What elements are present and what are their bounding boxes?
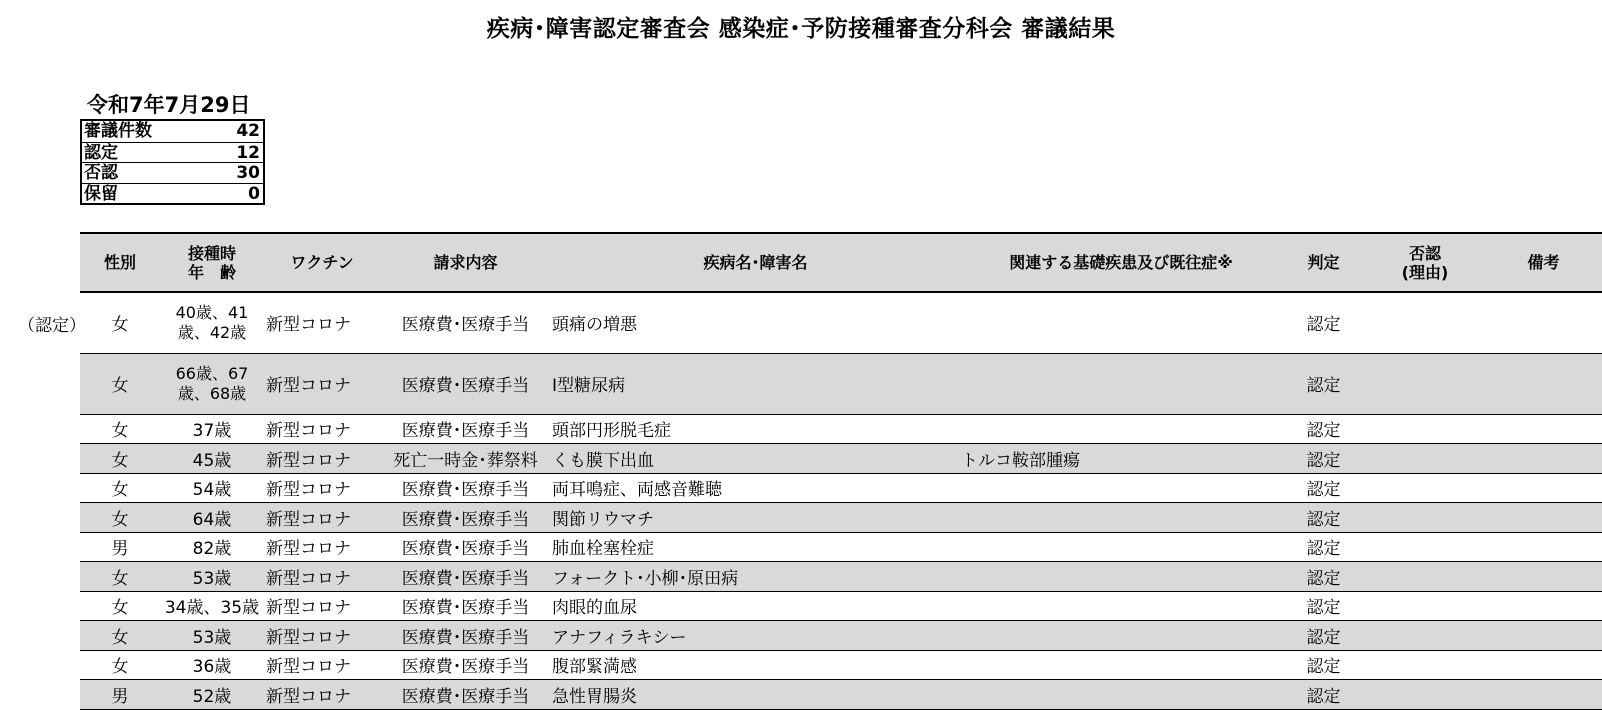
cell-vaccine: 新型コロナ [266,315,351,336]
cell-age: 82歳 [192,539,232,560]
summary-row-total [82,121,263,142]
summary-value: 30 [236,163,260,183]
cell-age: 64歳 [160,503,264,533]
cell-verdict: 認定 [1282,503,1365,533]
cell-verdict: 認定 [1306,315,1341,336]
header-sex: 性別 [80,233,160,292]
cell-claim: 医療費･医療手当 [380,680,551,710]
summary-label: 保留 [84,183,118,204]
cell-verdict: 認定 [1306,657,1341,678]
cell-claim: 医療費･医療手当 [401,421,530,442]
cell-claim: 医療費･医療手当 [401,315,530,336]
cell-remarks [1485,503,1602,533]
cell-sex: 女 [80,444,160,474]
cell-age: 45歳 [160,444,264,474]
cell-verdict: 認定 [1306,480,1341,501]
table-row [80,680,1602,710]
cell-disease: 肉眼的血尿 [552,598,637,619]
header-remarks: 備考 [1485,233,1602,292]
summary-value: 0 [248,183,260,204]
table-row [80,473,1602,503]
page-title: 疾病･障害認定審査会 感染症･予防接種審査分科会 審議結果 [486,16,1116,42]
cell-verdict: 認定 [1306,598,1341,619]
summary-value: 42 [236,121,260,141]
table-row [80,532,1602,562]
cell-disease: 腹部緊満感 [552,657,637,678]
header-denial-line1: 否認 [1408,243,1441,263]
cell-denial-reason [1365,414,1485,444]
cell-related [960,591,1282,621]
cell-claim: 医療費･医療手当 [401,480,530,501]
header-age-line2: 年 齢 [187,262,236,282]
cell-disease: 頭痛の増悪 [552,315,637,336]
cell-claim: 医療費･医療手当 [380,562,551,592]
cell-remarks [1485,532,1602,562]
cell-age: 37歳 [192,421,232,442]
table-header-row [80,233,1602,292]
cell-denial-reason [1365,680,1485,710]
header-disease: 疾病名･障害名 [551,233,960,292]
cell-claim: 死亡一時金･葬祭料 [380,444,551,474]
results-body [80,292,1602,709]
cell-verdict: 認定 [1282,621,1365,651]
cell-sex: 女 [111,598,129,619]
cell-vaccine: 新型コロナ [266,539,351,560]
table-row [80,621,1602,651]
summary-row-approved [82,142,263,163]
cell-vaccine: 新型コロナ [264,562,380,592]
table-row [80,591,1602,621]
cell-denial-reason [1365,292,1485,353]
header-vaccine: ワクチン [264,233,380,292]
cell-age: 53歳 [160,621,264,651]
cell-denial-reason [1365,353,1485,414]
cell-remarks [1485,680,1602,710]
cell-remarks [1485,353,1602,414]
cell-denial-reason [1365,591,1485,621]
header-age [160,233,264,292]
cell-disease: 両耳鳴症、両感音難聴 [552,480,722,501]
cell-disease: アナフィラキシー [551,621,960,651]
cell-remarks [1485,650,1602,680]
cell-age: 53歳 [160,562,264,592]
results-table [80,232,1602,710]
cell-age: 52歳 [160,680,264,710]
cell-sex: 女 [111,315,129,336]
cell-remarks [1485,414,1602,444]
cell-vaccine: 新型コロナ [266,598,351,619]
cell-remarks [1485,562,1602,592]
cell-claim: 医療費･医療手当 [380,503,551,533]
cell-related [960,353,1282,414]
cell-related [960,532,1282,562]
cell-disease: Ⅰ型糖尿病 [551,353,960,414]
cell-age: 40歳、41歳、42歳 [175,302,249,342]
cell-age: 66歳、67歳、68歳 [160,353,264,414]
cell-vaccine: 新型コロナ [264,680,380,710]
summary-value: 12 [236,142,260,163]
header-denial-reason [1365,233,1485,292]
cell-denial-reason [1365,444,1485,474]
cell-sex: 男 [80,680,160,710]
cell-vaccine: 新型コロナ [266,657,351,678]
cell-verdict: 認定 [1306,421,1341,442]
cell-claim: 医療費･医療手当 [401,598,530,619]
cell-claim: 医療費･医療手当 [380,353,551,414]
cell-verdict: 認定 [1282,680,1365,710]
table-row [80,414,1602,444]
cell-sex: 男 [111,539,129,560]
cell-claim: 医療費･医療手当 [401,539,530,560]
header-claim: 請求内容 [380,233,551,292]
cell-remarks [1485,292,1602,353]
cell-verdict: 認定 [1282,353,1365,414]
cell-related [960,503,1282,533]
cell-vaccine: 新型コロナ [264,353,380,414]
cell-sex: 女 [111,657,129,678]
cell-vaccine: 新型コロナ [264,444,380,474]
cell-related [960,414,1282,444]
table-row [80,444,1602,474]
summary-label: 否認 [84,163,118,183]
cell-verdict: 認定 [1306,539,1341,560]
cell-sex: 女 [111,421,129,442]
cell-age: 34歳、35歳 [164,598,260,619]
cell-claim: 医療費･医療手当 [380,621,551,651]
cell-related [960,292,1282,353]
cell-vaccine: 新型コロナ [266,480,351,501]
cell-related [960,650,1282,680]
cell-disease: 肺血栓塞栓症 [552,539,654,560]
table-row [80,292,1602,353]
cell-remarks [1485,621,1602,651]
cell-denial-reason [1365,650,1485,680]
summary-label: 審議件数 [84,121,152,141]
table-row [80,562,1602,592]
header-age-line1: 接種時 [187,243,236,263]
summary-box [80,119,265,205]
cell-sex: 女 [80,562,160,592]
cell-sex: 女 [111,480,129,501]
cell-verdict: 認定 [1282,562,1365,592]
header-verdict: 判定 [1282,233,1365,292]
cell-related [960,621,1282,651]
cell-sex: 女 [80,621,160,651]
summary-label: 認定 [84,142,118,163]
table-row [80,650,1602,680]
cell-disease: くも膜下出血 [551,444,960,474]
cell-related: トルコ鞍部腫瘍 [960,444,1282,474]
cell-remarks [1485,591,1602,621]
cell-related [960,680,1282,710]
section-status-label: （認定） [18,316,86,336]
cell-remarks [1485,444,1602,474]
cell-related [960,473,1282,503]
cell-disease: 急性胃腸炎 [551,680,960,710]
cell-sex: 女 [80,353,160,414]
cell-verdict: 認定 [1282,444,1365,474]
cell-disease: 関節リウマチ [551,503,960,533]
review-date: 令和7年7月29日 [87,93,251,117]
summary-row-pending [82,183,263,204]
cell-age: 54歳 [192,480,232,501]
cell-denial-reason [1365,562,1485,592]
table-row [80,503,1602,533]
cell-sex: 女 [80,503,160,533]
cell-vaccine: 新型コロナ [264,621,380,651]
cell-denial-reason [1365,503,1485,533]
cell-related [960,562,1282,592]
cell-remarks [1485,473,1602,503]
cell-disease: フォークト･小柳･原田病 [551,562,960,592]
cell-age: 36歳 [192,657,232,678]
cell-denial-reason [1365,532,1485,562]
cell-claim: 医療費･医療手当 [401,657,530,678]
cell-denial-reason [1365,473,1485,503]
cell-vaccine: 新型コロナ [266,421,351,442]
header-denial-line2: (理由) [1401,262,1449,282]
header-related: 関連する基礎疾患及び既往症※ [960,233,1282,292]
cell-vaccine: 新型コロナ [264,503,380,533]
summary-row-denied [82,162,263,183]
cell-denial-reason [1365,621,1485,651]
cell-disease: 頭部円形脱毛症 [552,421,671,442]
table-row [80,353,1602,414]
